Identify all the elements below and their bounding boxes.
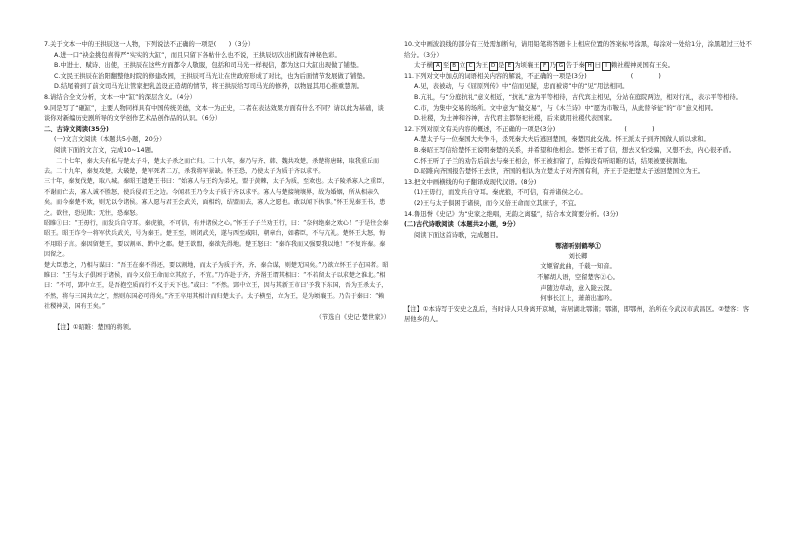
poem-title: 鄂渚听别鹤琴①: [555, 242, 601, 251]
q10-sentence-boxes: [404, 61, 752, 72]
q11-stem: 11.下列对文中加点的词语相关内容的解说，不正确的一项是(3分) ( ): [404, 72, 661, 80]
q13-stem: 13.把文中画横线的句子翻译成现代汉语。(8分): [404, 178, 537, 186]
q10-stem: 10.文中画波浪线的部分有三处需加断句，请用铅笔将答题卡上相应位置的答案标号涂黑，每涂对一处给1分，涂黑超过三处不给分。（3分）: [404, 41, 752, 59]
answer-box-i[interactable]: I: [602, 62, 611, 71]
q7-option-d: D.结尾着到了前文司马光让管家把乳盖设正造胡的情节，将王拱辰给写司马光的修养，以物显其用心推重慧剂。: [54, 83, 364, 91]
poem-line: 不解胡人语，空留楚客②心。: [537, 274, 619, 282]
q7-stem: 7.关于文本一中的王拱辰这一人物，下列说法不正确的一项是( )（3分）: [44, 41, 255, 48]
q10-segment: 立: [459, 62, 466, 70]
section-2-2-heading: (二)古代诗歌阅读（本题共2小题，9分）: [404, 221, 520, 229]
answer-box-h[interactable]: H: [585, 62, 594, 71]
q11-option-d: D.社稷，为土神和谷神，古代君主都祭祀社稷，后来就用社稷代表国家。: [414, 115, 617, 123]
answer-box-e[interactable]: E: [505, 62, 514, 71]
q14-stem: 14.鲁迅誉《史记》为“史家之绝唱，无韵之离骚”，结合本文简要分析。(3分): [404, 210, 619, 218]
poem-note: 【注】①本诗写于安史之乱后，当时诗人只身离开京城，寄居湖北鄂渚；鄂渚，即鄂州，治所在今武汉市武昌区。②楚客：客居他乡的人。: [404, 305, 750, 324]
passage-paragraph: 二十七年，秦大夫有私与楚太子斗，楚太子杀之而亡归。二十八年，秦乃与齐、韩、魏共攻楚，杀楚将唐昧，取我重丘而去。二十九年，秦复攻楚，大破楚，楚军死者二万，杀我将军景缺。怀王恐，乃使太子为质于齐以求平。: [44, 157, 380, 175]
q9-stem: 9.同是写了“砸缸”，主要人物同样具有中国传统美德，文本一为正史，二者在表达效果方面有什么不同？请以此为基础，谈谈你对新编历史剧所导的文学创作艺术品创作品的认识。（6分）: [44, 104, 384, 123]
q12-option-a: A.楚太子与一位秦国大夫争斗，杀死秦大夫后逃回楚国，秦楚因此交战。怀王派太子到齐国做人质以求和。: [414, 136, 710, 144]
left-column: [44, 40, 390, 334]
q11-option-a: A.见，表被动，与《屈原列传》中“信而见疑，忠而被谤”中的“见”用法相同。: [414, 83, 629, 91]
answer-box-b[interactable]: B: [450, 62, 459, 71]
answer-box-c[interactable]: C: [466, 62, 475, 71]
q7-option-b: B.中进士、赋诗、出使，王拱辰在这些方面都令人敬服，包括和司马光一样视信，都为这口大缸出现做了铺垫。: [54, 62, 363, 70]
passage-source: （节选自《史记·楚世家》）: [315, 313, 390, 321]
answer-box-f[interactable]: F: [540, 62, 549, 71]
q13-sentence-1: (1)王毋行，而发兵自守耳。秦虎狼，不可信，有并诸侯之心。: [414, 189, 587, 197]
passage-paragraph: 昭睢①曰：“王毋行，而发兵自守耳。秦虎狼，不可信，有并诸侯之心。”怀王子子兰劝王行，曰：“奈何绝秦之欢心！”于是往会秦昭王。昭王诈令一将军伏兵武关，号为秦王。楚王至，则闭武关，遂与西至咸阳，朝章台，如蕃臣，不与亢礼。楚怀王大怒，悔不用昭子言。秦因留楚王，要以割巫、黔中之郡。楚王欲盟，秦欲先得地。楚王怒曰：“秦诈我而又强要我以地！”不复许秦。秦因留之。: [44, 219, 389, 259]
q12-option-b: B.秦昭王写信给楚怀王说明秦楚的关系，并希望和他相会。楚怀王看了信，想去又怕受骗，又想不去，内心很矛盾。: [414, 146, 736, 154]
poem-author: 刘长卿: [568, 252, 588, 260]
poem-line: 文姬留此曲，千载一知音。: [540, 263, 616, 271]
passage-note: 【注】①昭睢：楚国的将领。: [54, 324, 136, 332]
q10-segment: 为顷襄王: [514, 62, 540, 70]
q10-segment: 告于秦: [565, 62, 585, 70]
q7-option-c: C.文民王拱辰在治阳翻整他时院的修建改园，王拱辰可马光让在世政府形成了对比，也为后面情节发展做了铺垫。: [54, 72, 369, 80]
answer-box-a[interactable]: A: [433, 62, 442, 71]
answer-box-g[interactable]: G: [556, 62, 565, 71]
q10-suffix: 国有王矣。: [642, 62, 675, 70]
section-2-2-instruction: 阅读下面这首诗歌，完成题目。: [414, 231, 503, 239]
poem: [404, 241, 752, 305]
q12-stem: 12.下列对原文有关内容的概述，不正确的一项是(3分) ( ): [404, 125, 655, 133]
q10-segment: 赖社稷神灵: [611, 62, 643, 70]
q10-segment: 乃: [549, 62, 556, 70]
q12-option-c: C.怀王听了子兰的劝告后前去与秦王相会，怀王被扣留了，后悔没有听昭睢的话，结果被要挟割地。: [414, 157, 692, 165]
q13-sentence-2: (2)王与太子俱困于诸侯，而今又倍王命而立其庶子，不宜。: [414, 199, 581, 207]
section-2-heading: 二、古诗文阅读(35分): [44, 125, 109, 133]
answer-box-d[interactable]: D: [489, 62, 498, 71]
q10-segment: 至: [442, 62, 450, 70]
passage-paragraph: 三十年，秦复伐楚，取八城。秦昭王遗楚王书曰：“始寡人与王约为弟兄，盟于黄棘，太子为质，至欢也。太子陵杀寡人之重臣，不谢而亡去，寡人诚不胜怒，使兵侵君王之边。今闻君王乃令太子质于齐以求平。寡人与楚接境壤界，故为婚姻，所从相亲久矣。而今秦楚不欢，则无以令诸侯。寡人愿与君王会武关，面相约，结盟而去，寡人之愿也。敢以闻下执事。”怀王见秦王书，患之。欲往，恐见欺；无往，恐秦怒。: [44, 178, 389, 217]
q7-option-a: A.进一口“袂金挑包喜得严“实实的大缸”，而且只留下各帖什么也不说，王拱辰切次出机做有神秘色彩。: [54, 51, 341, 59]
q10-segment: 为王: [475, 62, 489, 70]
right-column: [404, 40, 752, 326]
poem-line: 何事长江上，萧萧出塞吟。: [540, 295, 616, 303]
q12-option-d: D.昭睢向齐国报告楚怀王去世，齐国的相认为立楚太子对齐国有利，齐王于是把楚太子送回楚国立为王。: [414, 168, 705, 176]
q10-prefix: 太子横: [414, 62, 433, 70]
q10-segment: 是: [498, 62, 505, 70]
q11-option-b: B.亢礼，与“分庭抗礼”意义相近，“抗礼”意为平等相待，古代宾主相见，分站在庭院两边，相对行礼，表示平等相待。: [414, 93, 742, 101]
passage-paragraph: 楚大臣患之，乃相与谋曰：“吾王在秦不得还，要以割地，而太子为质于齐，齐、秦合谋，则楚无国矣。”乃欲立怀王子在国者。昭睢曰：“王与太子俱困于诸侯，而今又倍王命而立其庶子，不宜。”乃诈赴于齐，齐湣王谓其相曰：“不若留太子以求楚之淮北。”相曰：“不可，郢中立王，是吾抱空质而行不义于天下也。”或曰：“不然。郢中立王，因与其新王市曰‘予我下东国，吾为王杀太子，不然，将与三国共立之’，然则东国必可得矣。”齐王卒用其相计而归楚太子。太子横至，立为王，是为顷襄王。乃告于秦曰：“赖社稷神灵，国有王矣。”: [44, 261, 389, 311]
poem-line: 声随边草动，意入陇云深。: [540, 284, 616, 292]
section-2-1-heading: (一)文言文阅读（本题共5小题，20分）: [54, 136, 166, 144]
q11-option-c: C.市，为集中交易的场所。文中意为“做交易”，与《木兰诗》中“愿为市鞍马，从此替爷征”的“市”意义相同。: [414, 104, 718, 112]
q8-stem: 8.请结合全文分析，文本一中“缸”的深层含义。（4分）: [44, 93, 196, 101]
q10-segment: 曰: [594, 62, 602, 70]
section-2-1-instruction: 阅读下面的文言文，完成10~14题。: [54, 146, 158, 154]
